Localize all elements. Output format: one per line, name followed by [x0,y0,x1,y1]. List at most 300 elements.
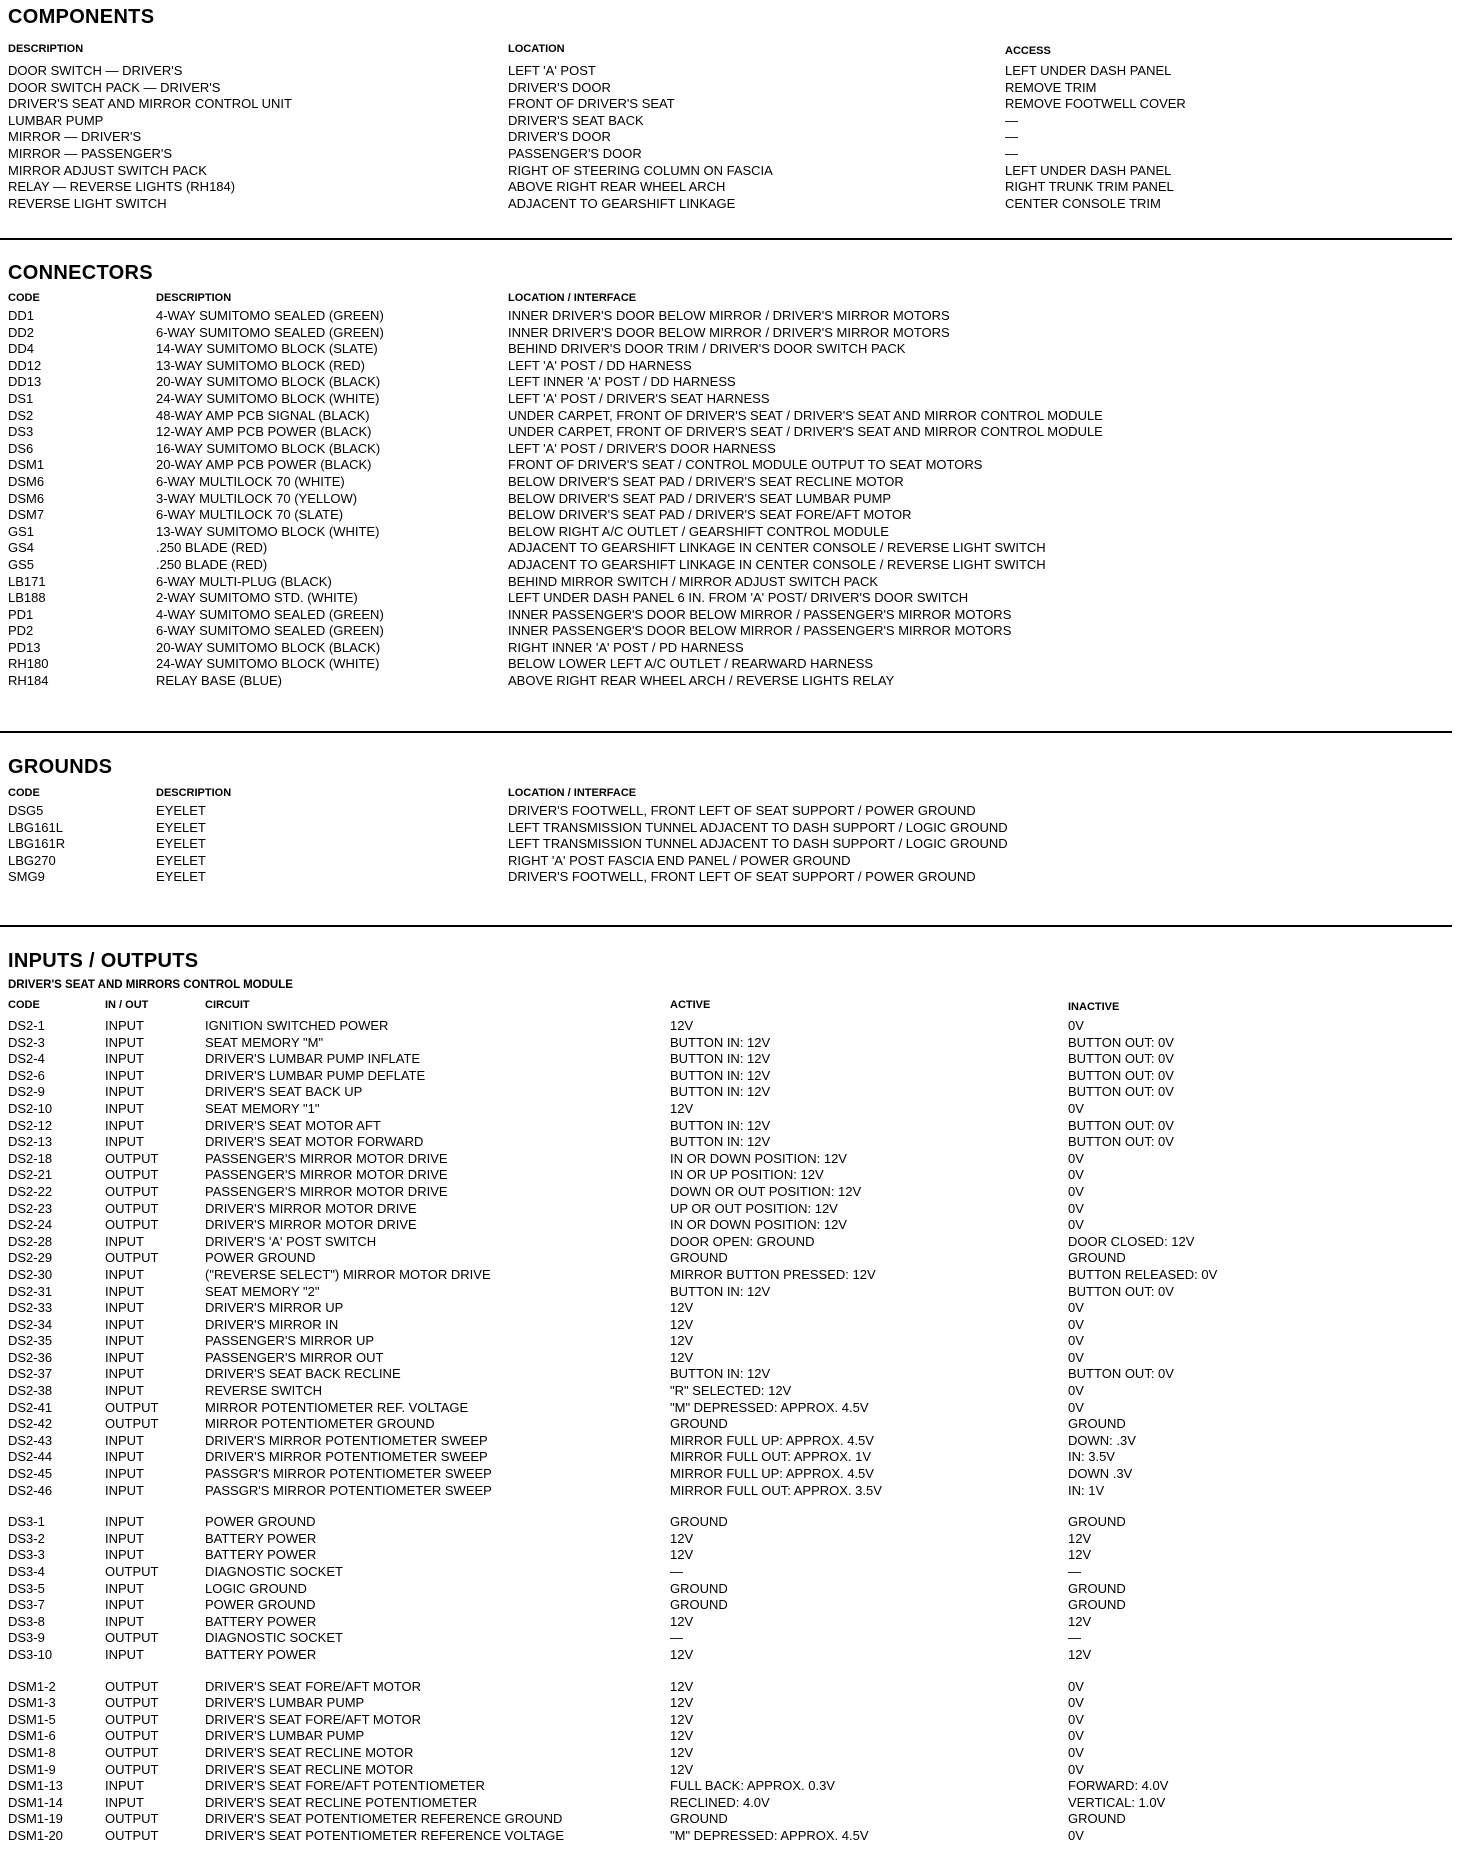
cell-location: FRONT OF DRIVER'S SEAT [508,96,675,112]
cell-inactive: 0V [1068,1200,1084,1216]
cell-location: LEFT 'A' POST [508,63,596,78]
cell-code: DS3-7 [8,1597,45,1613]
cell-code: DS2-22 [8,1183,53,1199]
cell-inout: INPUT [105,1018,144,1033]
cell-inactive: 12V [1068,1530,1092,1546]
cell-inout: INPUT [105,1117,144,1133]
cell-active: "M" DEPRESSED: APPROX. 4.5V [670,1827,869,1843]
cell-code: DS3 [8,424,34,440]
cell-code: DS2-41 [8,1399,53,1415]
cell-inactive: 0V [1068,1018,1084,1033]
io-row [8,1084,1458,1101]
cell-code: DSM1-9 [8,1761,56,1777]
cell-active: 12V [670,1547,694,1563]
cell-location: BELOW LOWER LEFT A/C OUTLET / REARWARD HARNESS [508,656,874,672]
connector-row [8,325,1458,342]
component-row [8,113,1458,130]
cell-active: GROUND [670,1811,728,1827]
io-row [8,1514,1458,1531]
cell-location: INNER DRIVER'S DOOR BELOW MIRROR / DRIVER'S MIRROR MOTORS [508,324,950,340]
connector-row [8,507,1458,524]
cell-access: — [1005,129,1018,145]
io-row [8,1018,1458,1035]
cell-location: ADJACENT TO GEARSHIFT LINKAGE [508,195,736,211]
io-row [8,1614,1458,1631]
cell-circuit: DIAGNOSTIC SOCKET [205,1630,343,1646]
cell-access: — [1005,112,1018,128]
io-row [8,1201,1458,1218]
cell-inout: OUTPUT [105,1630,159,1646]
cell-inactive: BUTTON OUT: 0V [1068,1034,1174,1050]
io-row [8,1134,1458,1151]
grounds-title: GROUNDS [8,756,113,778]
cell-inout: INPUT [105,1449,144,1465]
cell-circuit: PASSENGER'S MIRROR UP [205,1333,375,1349]
cell-inactive: — [1068,1630,1081,1646]
cell-code: DS3-3 [8,1547,45,1563]
cell-description: 6-WAY SUMITOMO SEALED (GREEN) [156,324,384,340]
cell-inout: INPUT [105,1051,144,1067]
cell-code: DD13 [8,374,42,390]
cell-code: DSM1-3 [8,1695,56,1711]
cell-inactive: VERTICAL: 1.0V [1068,1794,1166,1810]
cell-inout: INPUT [105,1366,144,1382]
cell-description: 20-WAY AMP PCB POWER (BLACK) [156,457,372,473]
io-row [8,1217,1458,1234]
cell-inout: OUTPUT [105,1167,159,1183]
cell-inout: INPUT [105,1794,144,1810]
cell-code: LB171 [8,573,46,589]
group-spacer [8,1664,1458,1679]
cell-location: BELOW RIGHT A/C OUTLET / GEARSHIFT CONTROL MODULE [508,523,889,539]
cell-inout: INPUT [105,1547,144,1563]
cell-code: SMG9 [8,869,45,885]
io-row [8,1234,1458,1251]
cell-location: INNER PASSENGER'S DOOR BELOW MIRROR / PASSENGER'S MIRROR MOTORS [508,606,1012,622]
cell-circuit: DRIVER'S SEAT POTENTIOMETER REFERENCE VOLTAGE [205,1827,565,1843]
cell-active: BUTTON IN: 12V [670,1051,771,1067]
cell-location: ADJACENT TO GEARSHIFT LINKAGE IN CENTER CONSOLE / REVERSE LIGHT SWITCH [508,540,1046,556]
cell-inactive: GROUND [1068,1250,1126,1266]
io-header [8,998,1458,1014]
cell-code: GS5 [8,556,35,572]
cell-inout: OUTPUT [105,1200,159,1216]
col-header-description: DESCRIPTION [156,787,232,799]
cell-active: "R" SELECTED: 12V [670,1383,792,1399]
cell-circuit: MIRROR POTENTIOMETER GROUND [205,1416,435,1432]
cell-access: CENTER CONSOLE TRIM [1005,195,1161,211]
cell-inout: INPUT [105,1482,144,1498]
cell-circuit: IGNITION SWITCHED POWER [205,1018,389,1033]
io-row [8,1712,1458,1729]
cell-code: DS2-29 [8,1250,53,1266]
io-row [8,1333,1458,1350]
cell-code: DD2 [8,324,35,340]
cell-inactive: 0V [1068,1827,1084,1843]
cell-inactive: BUTTON OUT: 0V [1068,1134,1174,1150]
cell-circuit: SEAT MEMORY "2" [205,1283,320,1299]
cell-inout: INPUT [105,1466,144,1482]
cell-location: RIGHT 'A' POST FASCIA END PANEL / POWER GROUND [508,852,851,868]
cell-description: DRIVER'S SEAT AND MIRROR CONTROL UNIT [8,96,292,112]
io-table [8,1018,1458,1845]
cell-code: DS2-43 [8,1432,53,1448]
cell-code: DS2-21 [8,1167,53,1183]
cell-circuit: DRIVER'S MIRROR MOTOR DRIVE [205,1217,417,1233]
cell-circuit: REVERSE SWITCH [205,1383,323,1399]
col-header-description: DESCRIPTION [156,292,232,304]
io-row [8,1531,1458,1548]
cell-code: LBG161L [8,819,63,835]
cell-inactive: 0V [1068,1744,1084,1760]
cell-code: DS2 [8,407,34,423]
cell-circuit: DRIVER'S SEAT FORE/AFT POTENTIOMETER [205,1778,485,1794]
cell-inout: INPUT [105,1333,144,1349]
cell-circuit: DRIVER'S MIRROR POTENTIOMETER SWEEP [205,1449,488,1465]
cell-location: BELOW DRIVER'S SEAT PAD / DRIVER'S SEAT LUMBAR PUMP [508,490,892,506]
cell-active: GROUND [670,1250,728,1266]
cell-location: DRIVER'S DOOR [508,79,611,95]
cell-code: DS2-24 [8,1217,53,1233]
cell-description: .250 BLADE (RED) [156,540,268,556]
cell-active: 12V [670,1530,694,1546]
cell-circuit: BATTERY POWER [205,1530,317,1546]
cell-code: DS2-28 [8,1233,53,1249]
cell-circuit: ("REVERSE SELECT") MIRROR MOTOR DRIVE [205,1266,491,1282]
cell-active: MIRROR FULL OUT: APPROX. 3.5V [670,1482,882,1498]
cell-inactive: 0V [1068,1761,1084,1777]
cell-code: RH180 [8,656,49,672]
cell-code: DS2-42 [8,1416,53,1432]
io-row [8,1366,1458,1383]
cell-inactive: 0V [1068,1183,1084,1199]
cell-code: DS2-6 [8,1067,45,1083]
cell-description: 20-WAY SUMITOMO BLOCK (BLACK) [156,374,381,390]
ground-row [8,836,1458,853]
cell-active: BUTTON IN: 12V [670,1084,771,1100]
io-row [8,1068,1458,1085]
col-header-location: LOCATION / INTERFACE [508,292,637,304]
cell-inout: OUTPUT [105,1744,159,1760]
connector-row [8,607,1458,624]
cell-access: REMOVE FOOTWELL COVER [1005,96,1186,112]
cell-code: DS3-1 [8,1514,45,1530]
cell-code: DSM1-20 [8,1827,63,1843]
cell-code: DSG5 [8,803,44,818]
cell-description: DOOR SWITCH — DRIVER'S [8,63,183,78]
cell-code: DSM7 [8,507,45,523]
cell-inactive: 12V [1068,1613,1092,1629]
cell-inout: INPUT [105,1383,144,1399]
cell-inout: OUTPUT [105,1827,159,1843]
cell-inactive: GROUND [1068,1580,1126,1596]
cell-circuit: DRIVER'S LUMBAR PUMP [205,1695,365,1711]
cell-circuit: DRIVER'S SEAT MOTOR FORWARD [205,1134,424,1150]
cell-code: PD13 [8,639,41,655]
cell-inout: INPUT [105,1646,144,1662]
io-row [8,1564,1458,1581]
cell-inactive: 12V [1068,1547,1092,1563]
cell-active: FULL BACK: APPROX. 0.3V [670,1778,835,1794]
cell-description: MIRROR — PASSENGER'S [8,145,173,161]
cell-location: UNDER CARPET, FRONT OF DRIVER'S SEAT / DRIVER'S SEAT AND MIRROR CONTROL MODULE [508,424,1103,440]
cell-location: DRIVER'S FOOTWELL, FRONT LEFT OF SEAT SUPPORT / POWER GROUND [508,869,976,885]
cell-description: 6-WAY MULTILOCK 70 (SLATE) [156,507,344,523]
cell-location: ABOVE RIGHT REAR WHEEL ARCH / REVERSE LIGHTS RELAY [508,673,895,689]
cell-code: LBG270 [8,852,56,868]
cell-description: 24-WAY SUMITOMO BLOCK (WHITE) [156,656,380,672]
cell-inactive: 12V [1068,1646,1092,1662]
cell-location: BELOW DRIVER'S SEAT PAD / DRIVER'S SEAT FORE/AFT MOTOR [508,507,912,523]
io-row [8,1647,1458,1664]
io-row [8,1695,1458,1712]
cell-circuit: LOGIC GROUND [205,1580,307,1596]
cell-description: RELAY — REVERSE LIGHTS (RH184) [8,179,236,195]
io-row [8,1118,1458,1135]
components-section [8,6,1458,212]
cell-active: MIRROR FULL UP: APPROX. 4.5V [670,1432,874,1448]
cell-code: GS4 [8,540,35,556]
cell-description: .250 BLADE (RED) [156,556,268,572]
cell-circuit: DRIVER'S SEAT BACK RECLINE [205,1366,401,1382]
cell-inout: OUTPUT [105,1711,159,1727]
cell-location: LEFT TRANSMISSION TUNNEL ADJACENT TO DASH SUPPORT / LOGIC GROUND [508,836,1008,852]
cell-description: EYELET [156,836,206,852]
cell-circuit: PASSGR'S MIRROR POTENTIOMETER SWEEP [205,1466,492,1482]
connector-row [8,491,1458,508]
cell-description: 6-WAY MULTILOCK 70 (WHITE) [156,473,345,489]
cell-code: DS2-1 [8,1018,45,1033]
cell-description: 13-WAY SUMITOMO BLOCK (WHITE) [156,523,380,539]
cell-description: RELAY BASE (BLUE) [156,673,282,689]
cell-inactive: GROUND [1068,1597,1126,1613]
cell-access: LEFT UNDER DASH PANEL [1005,162,1172,178]
cell-circuit: DRIVER'S MIRROR IN [205,1316,339,1332]
cell-inactive: BUTTON OUT: 0V [1068,1067,1174,1083]
component-row [8,96,1458,113]
cell-active: 12V [670,1333,694,1349]
cell-code: DS3-9 [8,1630,45,1646]
cell-inactive: BUTTON OUT: 0V [1068,1366,1174,1382]
cell-code: DS2-35 [8,1333,53,1349]
col-header-access: ACCESS [1005,45,1051,57]
cell-code: DS2-38 [8,1383,53,1399]
cell-code: PD1 [8,606,34,622]
connector-row [8,540,1458,557]
cell-inout: INPUT [105,1300,144,1316]
connector-row [8,557,1458,574]
cell-active: 12V [670,1695,694,1711]
cell-code: DS2-9 [8,1084,45,1100]
cell-inactive: 0V [1068,1333,1084,1349]
section-divider [0,925,1452,927]
connector-row [8,474,1458,491]
connectors-title: CONNECTORS [8,262,153,284]
col-header-description: DESCRIPTION [8,43,84,55]
cell-inout: INPUT [105,1432,144,1448]
cell-circuit: PASSENGER'S MIRROR MOTOR DRIVE [205,1150,448,1166]
cell-description: EYELET [156,819,206,835]
cell-code: PD2 [8,623,34,639]
io-group [8,1018,1458,1499]
cell-circuit: POWER GROUND [205,1250,316,1266]
cell-circuit: DRIVER'S SEAT RECLINE POTENTIOMETER [205,1794,478,1810]
cell-circuit: DRIVER'S SEAT POTENTIOMETER REFERENCE GROUND [205,1811,563,1827]
cell-code: DSM1-8 [8,1744,56,1760]
io-row [8,1051,1458,1068]
component-row [8,146,1458,163]
col-header-code: CODE [8,999,40,1011]
cell-description: 14-WAY SUMITOMO BLOCK (SLATE) [156,341,378,357]
cell-description: 24-WAY SUMITOMO BLOCK (WHITE) [156,390,380,406]
cell-circuit: DRIVER'S SEAT RECLINE MOTOR [205,1744,414,1760]
cell-circuit: BATTERY POWER [205,1613,317,1629]
io-title: INPUTS / OUTPUTS [8,950,199,972]
cell-code: DSM1-6 [8,1728,56,1744]
cell-circuit: BATTERY POWER [205,1547,317,1563]
cell-code: LBG161R [8,836,66,852]
cell-circuit: SEAT MEMORY "1" [205,1100,320,1116]
connectors-section [8,262,1458,690]
cell-location: RIGHT INNER 'A' POST / PD HARNESS [508,639,744,655]
cell-active: DOWN OR OUT POSITION: 12V [670,1183,862,1199]
cell-inout: OUTPUT [105,1250,159,1266]
cell-code: DD12 [8,357,42,373]
io-row [8,1811,1458,1828]
cell-circuit: POWER GROUND [205,1514,316,1530]
cell-location: LEFT 'A' POST / DRIVER'S DOOR HARNESS [508,440,776,456]
cell-inout: OUTPUT [105,1695,159,1711]
cell-inout: OUTPUT [105,1183,159,1199]
cell-inout: INPUT [105,1100,144,1116]
io-row [8,1778,1458,1795]
cell-inactive: GROUND [1068,1811,1126,1827]
cell-inactive: 0V [1068,1167,1084,1183]
io-row [8,1597,1458,1614]
cell-inout: INPUT [105,1316,144,1332]
cell-code: DS2-18 [8,1150,53,1166]
cell-inout: OUTPUT [105,1761,159,1777]
cell-access: REMOVE TRIM [1005,79,1097,95]
cell-code: DS2-13 [8,1134,53,1150]
cell-location: DRIVER'S SEAT BACK [508,112,644,128]
cell-active: 12V [670,1300,694,1316]
cell-circuit: DRIVER'S MIRROR UP [205,1300,344,1316]
io-row [8,1101,1458,1118]
cell-inactive: 0V [1068,1383,1084,1399]
section-divider [0,731,1452,733]
col-header-code: CODE [8,787,40,799]
cell-code: DSM1 [8,457,45,473]
cell-location: RIGHT OF STEERING COLUMN ON FASCIA [508,162,773,178]
cell-location: BELOW DRIVER'S SEAT PAD / DRIVER'S SEAT RECLINE MOTOR [508,473,904,489]
cell-code: DS3-8 [8,1613,45,1629]
cell-inactive: BUTTON RELEASED: 0V [1068,1266,1218,1282]
col-header-inactive: INACTIVE [1068,1001,1120,1013]
cell-code: DS1 [8,390,34,406]
cell-code: DSM1-2 [8,1678,56,1694]
cell-active: MIRROR FULL UP: APPROX. 4.5V [670,1466,874,1482]
cell-active: 12V [670,1613,694,1629]
cell-inactive: 0V [1068,1100,1084,1116]
io-row [8,1184,1458,1201]
cell-description: DOOR SWITCH PACK — DRIVER'S [8,79,221,95]
cell-code: DSM1-19 [8,1811,63,1827]
io-row [8,1383,1458,1400]
cell-location: INNER PASSENGER'S DOOR BELOW MIRROR / PASSENGER'S MIRROR MOTORS [508,623,1012,639]
cell-circuit: PASSENGER'S MIRROR MOTOR DRIVE [205,1183,448,1199]
cell-description: REVERSE LIGHT SWITCH [8,195,167,211]
io-row [8,1167,1458,1184]
cell-active: 12V [670,1100,694,1116]
cell-code: DS2-31 [8,1283,53,1299]
section-divider [0,238,1452,240]
cell-inout: INPUT [105,1778,144,1794]
cell-circuit: PASSENGER'S MIRROR OUT [205,1349,384,1365]
cell-circuit: DIAGNOSTIC SOCKET [205,1564,343,1579]
cell-inout: INPUT [105,1597,144,1613]
connector-row [8,341,1458,358]
cell-description: MIRROR — DRIVER'S [8,129,142,145]
ground-row [8,803,1458,820]
cell-code: DS2-4 [8,1051,45,1067]
components-table [8,63,1458,212]
io-row [8,1350,1458,1367]
cell-circuit: DRIVER'S 'A' POST SWITCH [205,1233,377,1249]
cell-location: LEFT 'A' POST / DRIVER'S SEAT HARNESS [508,390,770,406]
cell-code: DS2-3 [8,1034,45,1050]
cell-inactive: DOWN .3V [1068,1466,1133,1482]
cell-access: LEFT UNDER DASH PANEL [1005,63,1172,78]
cell-code: DSM1-14 [8,1794,63,1810]
cell-active: BUTTON IN: 12V [670,1283,771,1299]
cell-inout: OUTPUT [105,1678,159,1694]
cell-code: DS2-23 [8,1200,53,1216]
connector-row [8,574,1458,591]
io-row [8,1728,1458,1745]
io-row [8,1795,1458,1812]
cell-inout: OUTPUT [105,1416,159,1432]
col-header-circuit: CIRCUIT [205,999,250,1011]
cell-code: DS3-10 [8,1646,53,1662]
ground-row [8,869,1458,886]
col-header-location: LOCATION / INTERFACE [508,787,637,799]
cell-inout: INPUT [105,1580,144,1596]
cell-description: LUMBAR PUMP [8,112,104,128]
io-row [8,1267,1458,1284]
connector-row [8,623,1458,640]
cell-active: BUTTON IN: 12V [670,1134,771,1150]
io-row [8,1284,1458,1301]
connector-row [8,391,1458,408]
connector-row [8,656,1458,673]
cell-inactive: GROUND [1068,1416,1126,1432]
cell-code: DS2-45 [8,1466,53,1482]
cell-inout: INPUT [105,1034,144,1050]
io-row [8,1449,1458,1466]
cell-inactive: GROUND [1068,1514,1126,1530]
connector-row [8,673,1458,690]
cell-active: RECLINED: 4.0V [670,1794,770,1810]
cell-circuit: PASSENGER'S MIRROR MOTOR DRIVE [205,1167,448,1183]
connector-row [8,358,1458,375]
cell-active: — [670,1630,683,1646]
cell-circuit: DRIVER'S LUMBAR PUMP DEFLATE [205,1067,426,1083]
cell-code: LB188 [8,590,46,606]
component-row [8,196,1458,213]
grounds-header [8,786,1458,800]
cell-inout: INPUT [105,1283,144,1299]
